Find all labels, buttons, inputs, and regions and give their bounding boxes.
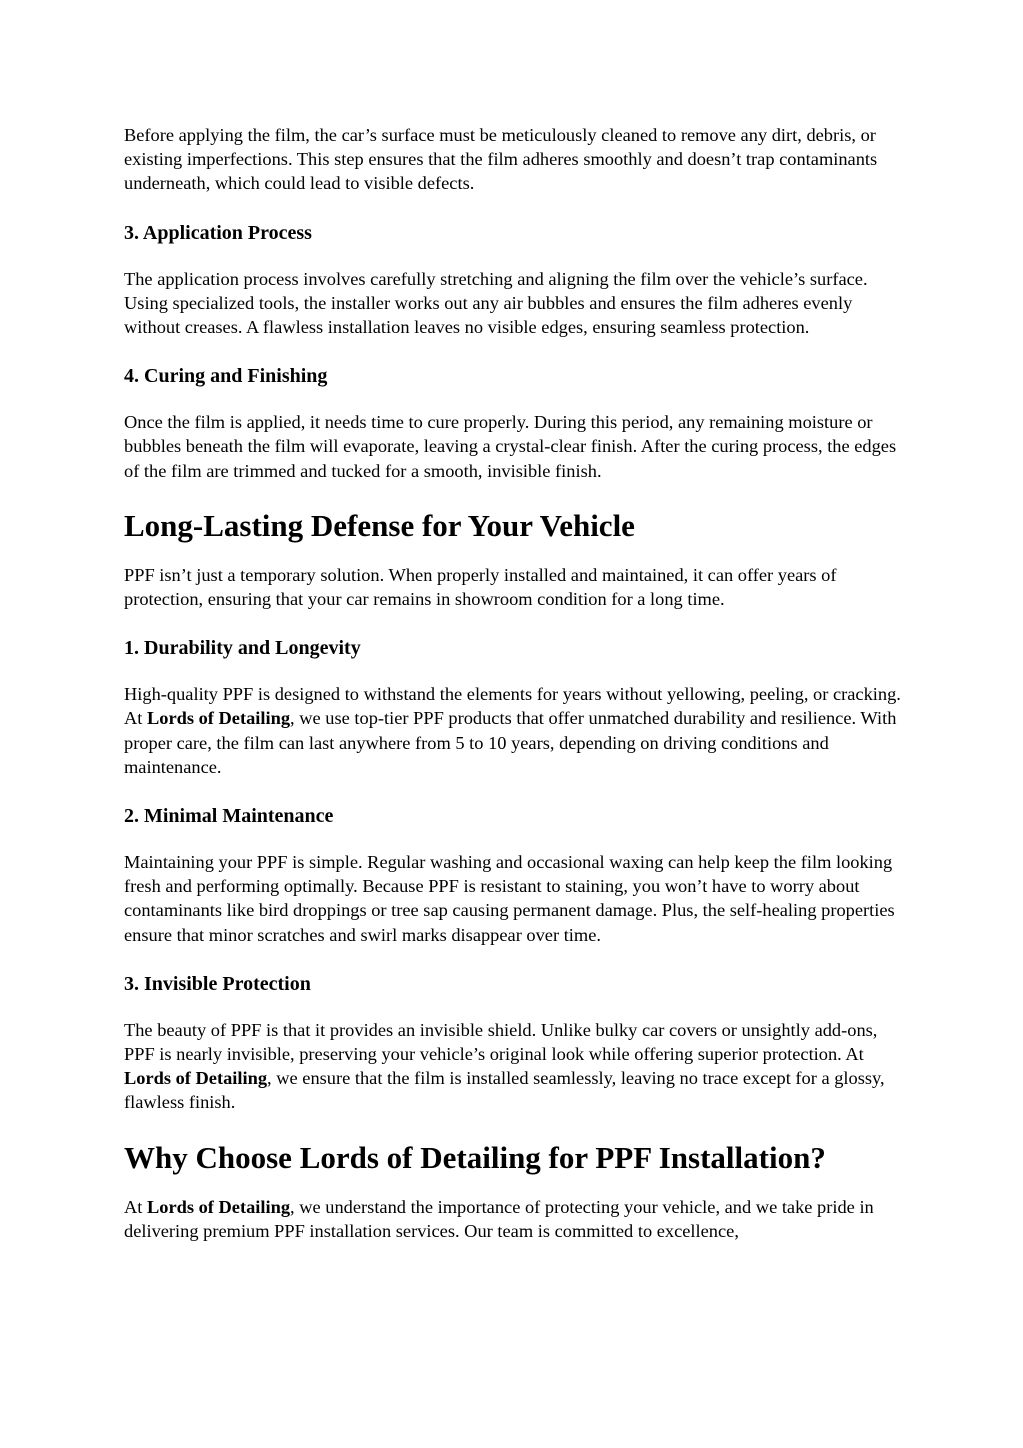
brand-name: Lords of Detailing [147, 1196, 291, 1217]
brand-name: Lords of Detailing [124, 1068, 268, 1089]
why-choose-heading: Why Choose Lords of Detailing for PPF Installation? [124, 1139, 826, 1175]
invisible-protection-paragraph [124, 1018, 904, 1115]
minimal-maintenance-heading: 2. Minimal Maintenance [124, 805, 334, 828]
application-process-paragraph: The application process involves carefully stretching and aligning the film over the vehicle’s surface. Using specialized tools, the installer works out any air bubbles and ensures the film adheres evenly without creases. A flawless installation leaves no visible edges, ensuring seamless protection. [124, 268, 868, 338]
long-lasting-intro-paragraph: PPF isn’t just a temporary solution. When properly installed and maintained, it can offer years of protection, ensuring that your car remains in showroom condition for a long time. [124, 564, 837, 610]
application-process-heading: 3. Application Process [124, 221, 312, 244]
why-choose-text-start: At [124, 1196, 147, 1217]
document-page [124, 123, 904, 1243]
cleaning-paragraph: Before applying the film, the car’s surface must be meticulously cleaned to remove any dirt, debris, or existing imperfections. This step ensures that the film adheres smoothly and doesn’t trap contaminants underneath, which could lead to visible defects. [124, 125, 878, 194]
curing-finishing-paragraph: Once the film is applied, it needs time to cure properly. During this period, any remaining moisture or bubbles beneath the film will evaporate, leaving a crystal-clear finish. After the curing process, the edges of the film are trimmed and tucked for a smooth, invisible finish. [124, 412, 897, 481]
long-lasting-defense-heading: Long-Lasting Defense for Your Vehicle [124, 507, 635, 543]
durability-longevity-heading: 1. Durability and Longevity [124, 637, 361, 660]
why-choose-paragraph [124, 1195, 904, 1243]
invisible-protection-heading: 3. Invisible Protection [124, 972, 311, 995]
durability-text-start: High-quality PPF is designed to withstand the elements for years without yellowing, peeling, or cracking. At [124, 684, 901, 729]
invisible-text-end: , we ensure that the film is installed seamlessly, leaving no trace except for a glossy, flawless finish. [124, 1068, 885, 1113]
invisible-text-start: The beauty of PPF is that it provides an invisible shield. Unlike bulky car covers or unsightly add-ons, PPF is nearly invisible, preserving your vehicle’s original look while offering superior protection. At [124, 1019, 878, 1065]
why-choose-text-end: , we understand the importance of protecting your vehicle, and we take pride in delivering premium PPF installation services. Our team is committed to excellence, [124, 1196, 874, 1241]
durability-text-end: , we use top-tier PPF products that offer unmatched durability and resilience. With proper care, the film can last anywhere from 5 to 10 years, depending on driving conditions and maintenance. [124, 708, 897, 777]
curing-finishing-heading: 4. Curing and Finishing [124, 365, 328, 388]
minimal-maintenance-paragraph: Maintaining your PPF is simple. Regular washing and occasional waxing can help keep the film looking fresh and performing optimally. Because PPF is resistant to staining, you won’t have to worry about contaminants like bird droppings or tree sap causing permanent damage. Plus, the self-healing properties ensure that minor scratches and swirl marks disappear over time. [124, 852, 895, 945]
brand-name: Lords of Detailing [147, 708, 291, 729]
durability-longevity-paragraph [124, 682, 904, 779]
